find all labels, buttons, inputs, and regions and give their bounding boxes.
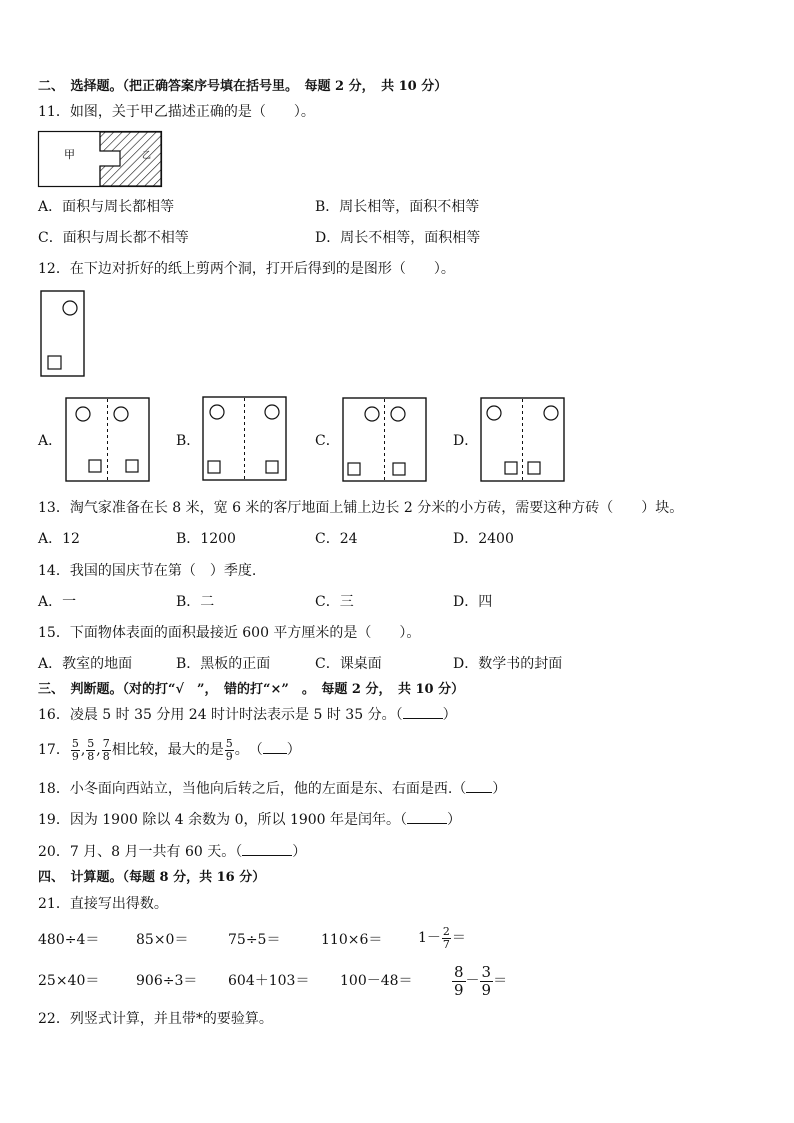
q12-option-b-figure [202, 396, 288, 482]
q12-option-c-figure [342, 397, 428, 483]
q14-stem: 14．我国的国庆节在第（ ）季度. [38, 563, 257, 579]
q11-option-d: D．周长不相等，面积相等 [315, 230, 481, 246]
q15-option-a: A．教室的地面 [38, 656, 133, 672]
q13-option-c: C．24 [315, 531, 358, 547]
q15-option-c: C．课桌面 [315, 656, 382, 672]
q18-text: 18．小冬面向西站立，当他向后转之后，他的左面是东、右面是西.（ [38, 781, 467, 797]
section3-header: 三、 判断题。（对的打“√ ”， 错的打“×” 。 每题 2 分， 共 10 分） [38, 682, 465, 697]
calc-row1-item1: 480÷4＝ [38, 932, 100, 948]
q14-option-a: A．一 [38, 594, 77, 610]
calc-row2-fraction-2: $\frac{3}{9}$ [481, 962, 492, 999]
q12-option-a-figure [65, 397, 151, 483]
calc-row1-item4: 110×6＝ [321, 932, 383, 948]
q18-line [38, 780, 506, 798]
q20-close: ） [292, 844, 307, 860]
q13-option-a: A．12 [38, 531, 80, 547]
q12-option-d-label: D． [453, 433, 479, 449]
q13-option-d: D．2400 [453, 531, 514, 547]
q11-option-a: A．面积与周长都相等 [38, 199, 175, 215]
calc-row2-fraction-1: $\frac{8}{9}$ [454, 962, 464, 999]
q13-option-b: B．1200 [176, 531, 236, 547]
q15-option-d: D．数学书的封面 [453, 656, 563, 672]
q17-fraction-3: $\frac{7}{8}$ [102, 736, 110, 763]
q11-option-b: B．周长相等，面积不相等 [315, 199, 480, 215]
calc-row2-item2: 906÷3＝ [136, 973, 198, 989]
q16-line [38, 706, 457, 724]
q19-line [38, 811, 461, 829]
q18-answer-blank[interactable] [466, 780, 492, 793]
q19-answer-blank[interactable] [407, 811, 447, 824]
q19-close: ） [447, 812, 462, 828]
q14-option-d: D．四 [453, 594, 493, 610]
calc-row1-fraction: $\frac{2}{7}$ [442, 924, 450, 951]
q20-line [38, 843, 306, 861]
q17-middle-text: 相比较，最大的是 [111, 742, 224, 758]
q19-text: 19．因为 1900 除以 4 余数为 0，所以 1900 年是闰年。（ [38, 812, 408, 828]
q16-text: 16．凌晨 5 时 35 分用 24 时计时法表示是 5 时 35 分。（ [38, 707, 403, 723]
q17-fraction-2: $\frac{5}{8}$ [87, 736, 95, 763]
q17-fraction-4: $\frac{5}{9}$ [225, 736, 233, 763]
label-yi: 乙 [142, 151, 152, 161]
q13-stem: 13．淘气家准备在长 8 米，宽 6 米的客厅地面上铺上边长 2 分米的小方砖，需要这种方砖（ ）块。 [38, 500, 684, 516]
q20-text: 20．7 月、8 月一共有 60 天。（ [38, 844, 243, 860]
q14-option-c: C．三 [315, 594, 354, 610]
q18-close: ） [492, 781, 507, 797]
q12-folded-paper [40, 290, 86, 378]
calc-row2-item4: 100－48＝ [340, 973, 413, 989]
q17-prefix: 17． [38, 742, 70, 758]
q21-stem: 21．直接写出得数。 [38, 896, 168, 912]
q11-option-c: C．面积与周长都不相等 [38, 230, 189, 246]
label-jia: 甲 [64, 148, 75, 161]
q12-option-b-label: B． [176, 433, 201, 449]
q20-answer-blank[interactable] [242, 843, 292, 856]
calc-row1-item5: 1－ $\frac{2}{7}$ ＝ [418, 924, 466, 951]
q17-line: 17． $\frac{5}{9}$ , $\frac{5}{8}$ , $\frac{7}{8}$ 相比较，最大的是 $\frac{5}{9}$ 。 （ ） [38, 736, 301, 763]
q15-option-b: B．黑板的正面 [176, 656, 271, 672]
calc-row1-item3: 75÷5＝ [228, 932, 281, 948]
q11-figure [38, 131, 163, 188]
calc-row2-item3: 604＋103＝ [228, 973, 310, 989]
q16-answer-blank[interactable] [403, 706, 443, 719]
section2-header: 二、 选择题。（把正确答案序号填在括号里。 每题 2 分， 共 10 分） [38, 79, 448, 94]
section4-header: 四、 计算题。（每题 8 分，共 16 分） [38, 870, 266, 885]
calc-row2-item5: $\frac{8}{9}$ － $\frac{3}{9}$ ＝ [454, 962, 508, 999]
q12-stem: 12．在下边对折好的纸上剪两个洞，打开后得到的是图形（ ）。 [38, 261, 455, 277]
q22-stem: 22．列竖式计算，并且带*的要验算。 [38, 1011, 273, 1027]
calc-row2-item1: 25×40＝ [38, 973, 100, 989]
q17-close: ） [286, 742, 301, 758]
q11-stem: 11．如图，关于甲乙描述正确的是（ ）。 [38, 104, 315, 120]
q12-option-a-label: A． [38, 433, 63, 449]
q15-stem: 15．下面物体表面的面积最接近 600 平方厘米的是（ ）。 [38, 625, 421, 641]
q12-option-c-label: C． [315, 433, 340, 449]
q14-option-b: B．二 [176, 594, 215, 610]
q17-end-text: 。 （ [234, 742, 263, 758]
q17-answer-blank[interactable] [263, 741, 287, 754]
calc-row1-item2: 85×0＝ [136, 932, 189, 948]
q16-close: ） [442, 707, 457, 723]
q17-fraction-1: $\frac{5}{9}$ [71, 736, 79, 763]
q12-option-d-figure [480, 397, 566, 483]
